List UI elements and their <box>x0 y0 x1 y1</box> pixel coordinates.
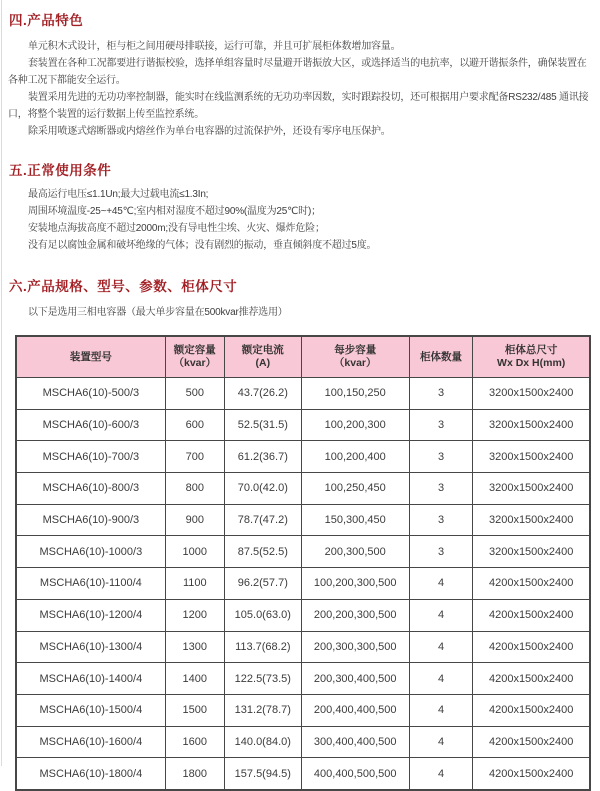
table-cell: 100,200,400 <box>301 441 409 473</box>
table-cell: 4 <box>409 599 473 631</box>
table-cell: 1200 <box>165 599 224 631</box>
table-cell: 4200x1500x2400 <box>473 694 590 726</box>
table-cell: MSCHA6(10)-1300/4 <box>16 631 165 663</box>
table-cell: MSCHA6(10)-1400/4 <box>16 663 165 695</box>
table-cell: 131.2(78.7) <box>224 694 301 726</box>
table-cell: 1300 <box>165 631 224 663</box>
table-cell: 61.2(36.7) <box>224 441 301 473</box>
table-cell: 70.0(42.0) <box>224 473 301 505</box>
table-cell: 52.5(31.5) <box>224 409 301 441</box>
table-cell: 800 <box>165 473 224 505</box>
table-cell: 3 <box>409 409 473 441</box>
table-row <box>16 568 590 600</box>
paragraph: 套装置在各种工况都要进行谐振校验，选择单组容量时尽量避开谐振放大区，或选择适当的电抗率，以避开谐振条件，确保装置在各种工况下都能安全运行。 <box>8 58 587 86</box>
table-cell: 78.7(47.2) <box>224 504 301 536</box>
table-row <box>16 694 590 726</box>
table-cell: 87.5(52.5) <box>224 536 301 568</box>
section-heading-normal-conditions: 五.正常使用条件 <box>9 163 112 178</box>
table-cell: MSCHA6(10)-1600/4 <box>16 726 165 758</box>
table-cell: 500 <box>165 378 224 410</box>
paragraph: 单元积木式设计，柜与柜之间用硬母排联接，运行可靠，并且可扩展柜体数增加容量。 <box>28 41 401 52</box>
column-header: 柜体总尺寸 Wx Dx H(mm) <box>473 336 590 378</box>
section-product-features <box>8 9 594 140</box>
table-cell: 4 <box>409 631 473 663</box>
condition-line: 安装地点海拔高度不超过2000m;没有导电性尘埃、火灾、爆炸危险； <box>28 223 325 234</box>
column-header: 装置型号 <box>16 336 165 378</box>
table-row <box>16 409 590 441</box>
section-heading-specifications: 六.产品规格、型号、参数、柜体尺寸 <box>9 279 238 294</box>
table-cell: 900 <box>165 504 224 536</box>
table-cell: 100,200,300,500 <box>301 568 409 600</box>
table-cell: 140.0(84.0) <box>224 726 301 758</box>
table-cell: 43.7(26.2) <box>224 378 301 410</box>
table-cell: 300,400,400,500 <box>301 726 409 758</box>
table-cell: 1500 <box>165 694 224 726</box>
spec-table-header <box>16 336 590 378</box>
section-normal-conditions <box>8 159 594 254</box>
table-cell: 3200x1500x2400 <box>473 441 590 473</box>
table-intro-note: 以下是选用三相电容器（最大单步容量在500kvar推荐选用） <box>28 307 288 318</box>
table-cell: 100,200,300 <box>301 409 409 441</box>
table-cell: 4200x1500x2400 <box>473 599 590 631</box>
spec-table <box>15 335 591 791</box>
table-cell: MSCHA6(10)-1100/4 <box>16 568 165 600</box>
paragraph: 装置采用先进的无功功率控制器，能实时在线监测系统的无功功率因数，实时跟踪投切，还可根据用户要求配备RS232/485 通讯接口，将整个装置的运行数据上传至监控系统。 <box>8 92 589 120</box>
table-cell: MSCHA6(10)-700/3 <box>16 441 165 473</box>
column-header: 额定容量 （kvar） <box>165 336 224 378</box>
table-cell: 3 <box>409 504 473 536</box>
table-cell: 4 <box>409 758 473 790</box>
table-cell: 150,300,450 <box>301 504 409 536</box>
table-cell: 200,200,300,500 <box>301 599 409 631</box>
column-header: 额定电流 (A) <box>224 336 301 378</box>
table-row <box>16 631 590 663</box>
table-cell: 3200x1500x2400 <box>473 409 590 441</box>
table-row <box>16 378 590 410</box>
table-cell: 200,300,500 <box>301 536 409 568</box>
table-cell: 4200x1500x2400 <box>473 758 590 790</box>
table-cell: 4200x1500x2400 <box>473 726 590 758</box>
column-header: 每步容量 （kvar） <box>301 336 409 378</box>
table-cell: 4200x1500x2400 <box>473 663 590 695</box>
page-left-border <box>1 0 2 766</box>
table-row <box>16 758 590 790</box>
table-cell: MSCHA6(10)-1000/3 <box>16 536 165 568</box>
spec-table-body <box>16 378 590 790</box>
table-cell: 600 <box>165 409 224 441</box>
table-cell: 400,400,500,500 <box>301 758 409 790</box>
table-cell: 1800 <box>165 758 224 790</box>
table-cell: 4 <box>409 694 473 726</box>
table-row <box>16 473 590 505</box>
table-cell: 3200x1500x2400 <box>473 378 590 410</box>
condition-line: 周围环境温度-25~+45℃;室内相对湿度不超过90%(温度为25℃时)； <box>28 206 321 217</box>
table-cell: 700 <box>165 441 224 473</box>
table-row <box>16 536 590 568</box>
table-cell: 1000 <box>165 536 224 568</box>
table-row <box>16 504 590 536</box>
condition-line: 没有足以腐蚀金属和破坏绝缘的气体；没有剧烈的振动，垂直倾斜度不超过5度。 <box>28 240 377 251</box>
table-cell: 4 <box>409 726 473 758</box>
table-cell: 3200x1500x2400 <box>473 504 590 536</box>
table-cell: 3 <box>409 441 473 473</box>
table-row <box>16 726 590 758</box>
table-cell: 200,400,400,500 <box>301 694 409 726</box>
table-cell: 1400 <box>165 663 224 695</box>
section-specifications <box>8 275 594 791</box>
table-cell: 3 <box>409 536 473 568</box>
table-cell: MSCHA6(10)-500/3 <box>16 378 165 410</box>
table-row <box>16 599 590 631</box>
table-cell: 200,300,300,500 <box>301 631 409 663</box>
table-row <box>16 663 590 695</box>
table-cell: 122.5(73.5) <box>224 663 301 695</box>
table-cell: 100,150,250 <box>301 378 409 410</box>
table-cell: 3 <box>409 473 473 505</box>
section-heading-product-features: 四.产品特色 <box>9 13 84 28</box>
table-cell: 3200x1500x2400 <box>473 473 590 505</box>
table-cell: 4200x1500x2400 <box>473 568 590 600</box>
table-cell: 1600 <box>165 726 224 758</box>
table-cell: 157.5(94.5) <box>224 758 301 790</box>
table-cell: 113.7(68.2) <box>224 631 301 663</box>
condition-line: 最高运行电压≤1.1Un;最大过载电流≤1.3In; <box>28 189 209 200</box>
table-cell: 3200x1500x2400 <box>473 536 590 568</box>
table-cell: MSCHA6(10)-1800/4 <box>16 758 165 790</box>
table-cell: 105.0(63.0) <box>224 599 301 631</box>
header-row <box>16 336 590 378</box>
table-cell: 4200x1500x2400 <box>473 631 590 663</box>
table-cell: 200,300,400,500 <box>301 663 409 695</box>
table-cell: 3 <box>409 378 473 410</box>
table-cell: MSCHA6(10)-900/3 <box>16 504 165 536</box>
table-cell: 100,250,450 <box>301 473 409 505</box>
table-row <box>16 441 590 473</box>
table-cell: MSCHA6(10)-600/3 <box>16 409 165 441</box>
table-cell: MSCHA6(10)-800/3 <box>16 473 165 505</box>
table-cell: 4 <box>409 568 473 600</box>
table-cell: MSCHA6(10)-1500/4 <box>16 694 165 726</box>
table-cell: 4 <box>409 663 473 695</box>
paragraph: 除采用喷逐式熔断器或内熔丝作为单台电容器的过流保护外，还设有零序电压保护。 <box>28 126 391 137</box>
column-header: 柜体数量 <box>409 336 473 378</box>
table-cell: 96.2(57.7) <box>224 568 301 600</box>
table-cell: 1100 <box>165 568 224 600</box>
table-cell: MSCHA6(10)-1200/4 <box>16 599 165 631</box>
